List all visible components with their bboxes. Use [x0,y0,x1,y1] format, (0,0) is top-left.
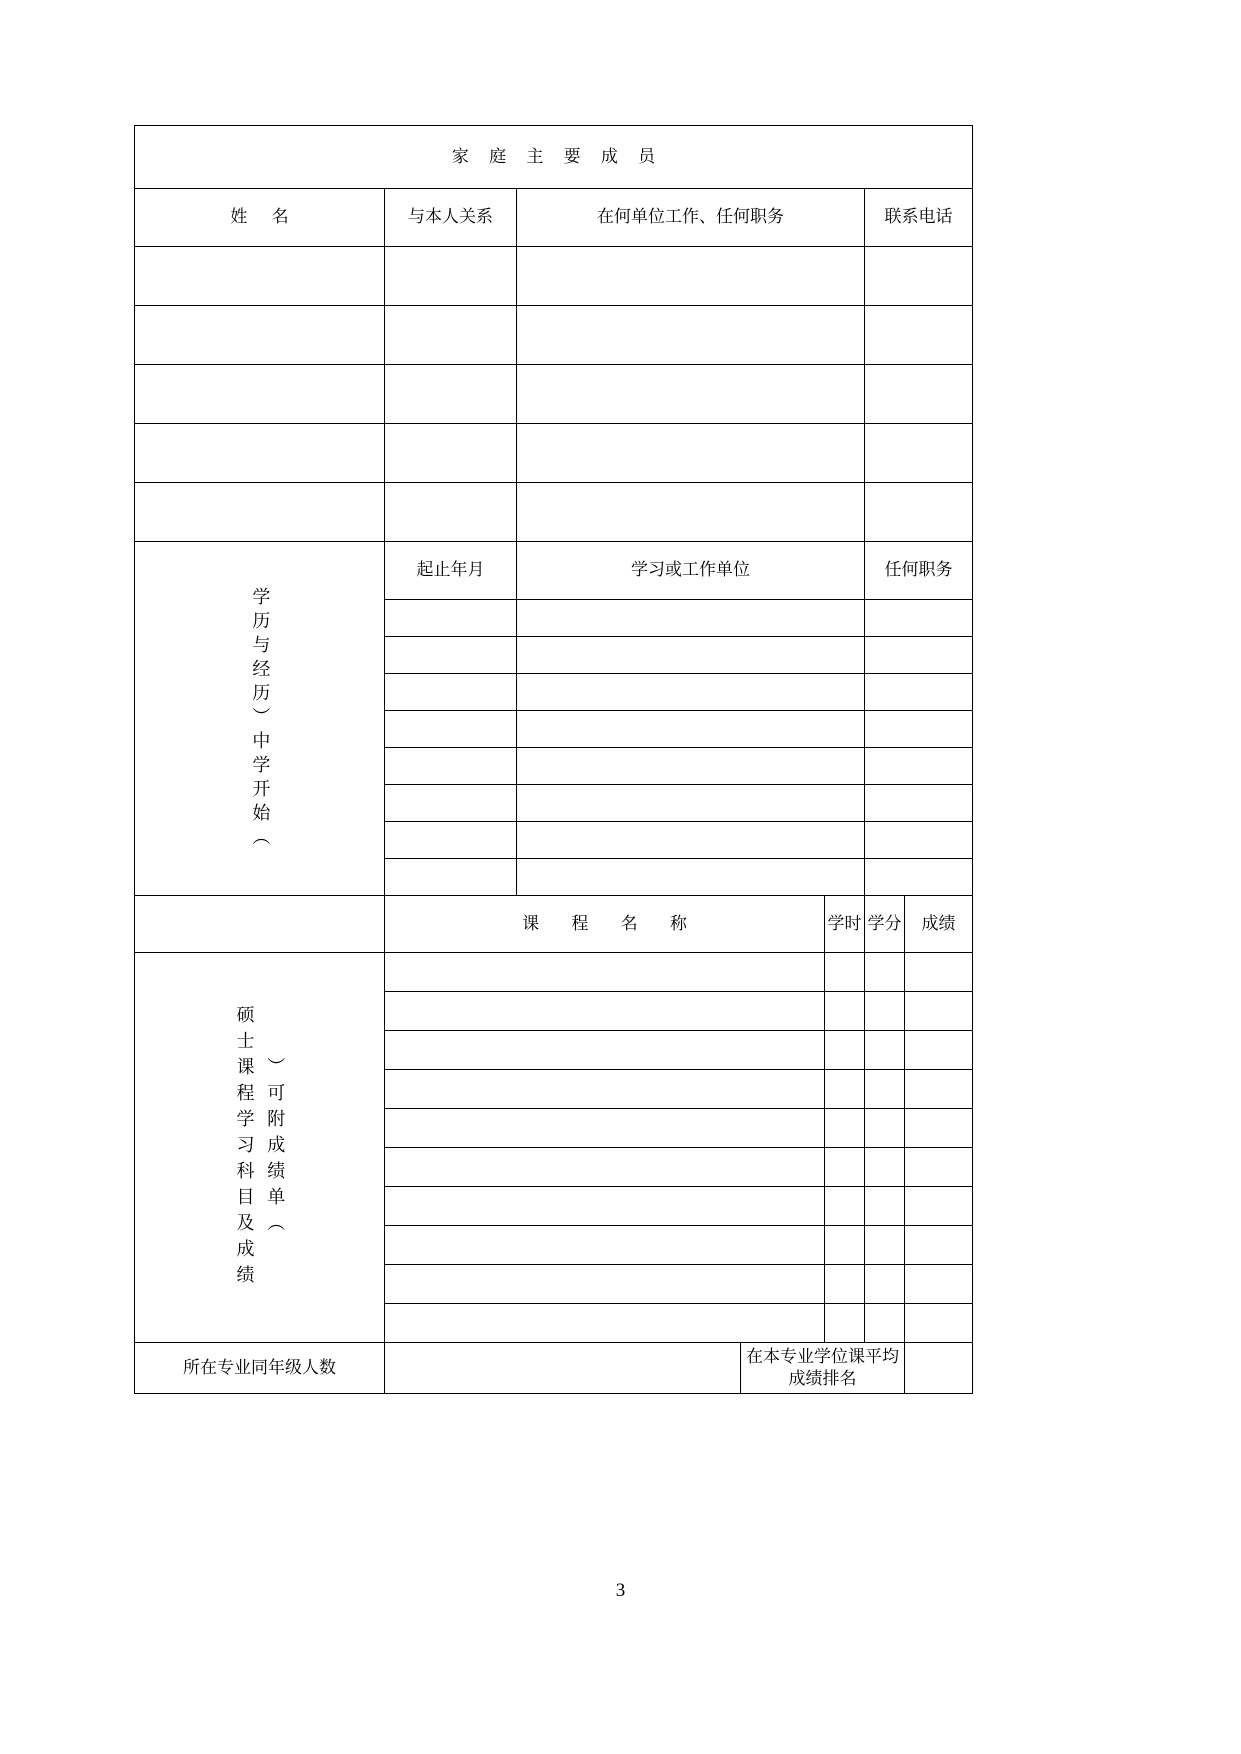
education-cell-dates[interactable] [385,785,517,822]
education-cell-unit[interactable] [517,822,865,859]
course-cell-name[interactable] [385,1304,825,1343]
courses-header-hours: 学时 [825,896,865,953]
table-row [135,306,973,365]
course-cell-credits[interactable] [865,992,905,1031]
family-cell-work[interactable] [517,247,865,306]
education-header-dates: 起止年月 [385,542,517,600]
family-cell-work[interactable] [517,306,865,365]
family-cell-phone[interactable] [865,365,973,424]
course-cell-hours[interactable] [825,1187,865,1226]
courses-side-label [135,953,385,1343]
education-cell-dates[interactable] [385,674,517,711]
courses-header-row [135,896,973,953]
family-cell-work[interactable] [517,365,865,424]
table-row [135,483,973,542]
education-side-label-text: 学历与经历）中学开始（ [250,586,271,851]
education-cell-dates[interactable] [385,859,517,896]
courses-header-credits: 学分 [865,896,905,953]
course-cell-name[interactable] [385,1148,825,1187]
education-header-position: 任何职务 [865,542,973,600]
course-cell-grade[interactable] [905,1304,973,1343]
courses-header-name: 课 程 名 称 [385,896,825,953]
resume-form-table [134,125,973,1394]
course-cell-hours[interactable] [825,992,865,1031]
family-cell-name[interactable] [135,365,385,424]
course-cell-credits[interactable] [865,1265,905,1304]
footer-label-cohort-size: 所在专业同年级人数 [135,1343,385,1394]
course-cell-hours[interactable] [825,1070,865,1109]
courses-header-blank [135,896,385,953]
family-header-row [135,189,973,247]
course-cell-name[interactable] [385,992,825,1031]
course-cell-grade[interactable] [905,1187,973,1226]
family-cell-name[interactable] [135,483,385,542]
course-cell-hours[interactable] [825,1304,865,1343]
family-cell-relation[interactable] [385,306,517,365]
course-cell-grade[interactable] [905,1031,973,1070]
family-cell-name[interactable] [135,306,385,365]
family-cell-name[interactable] [135,424,385,483]
education-cell-dates[interactable] [385,822,517,859]
course-cell-credits[interactable] [865,1187,905,1226]
family-header-phone: 联系电话 [865,189,973,247]
course-cell-name[interactable] [385,1031,825,1070]
course-cell-grade[interactable] [905,1070,973,1109]
family-cell-work[interactable] [517,483,865,542]
family-cell-relation[interactable] [385,483,517,542]
footer-value-cohort-size[interactable] [385,1343,741,1394]
education-cell-dates[interactable] [385,600,517,637]
family-cell-phone[interactable] [865,424,973,483]
course-cell-hours[interactable] [825,1226,865,1265]
course-cell-hours[interactable] [825,953,865,992]
courses-side-label-col1: 硕士课程学习科目及成绩 [234,1004,255,1291]
education-header-unit: 学习或工作单位 [517,542,865,600]
family-cell-phone[interactable] [865,247,973,306]
course-cell-hours[interactable] [825,1031,865,1070]
education-cell-unit[interactable] [517,748,865,785]
course-cell-name[interactable] [385,1226,825,1265]
page-title: 家 庭 主 要 成 员 [135,126,973,189]
education-side-label [135,542,385,896]
course-cell-credits[interactable] [865,1226,905,1265]
course-cell-grade[interactable] [905,1265,973,1304]
table-row [135,247,973,306]
education-header-row [135,542,973,600]
education-cell-position[interactable] [865,785,973,822]
course-cell-name[interactable] [385,1070,825,1109]
form-container [134,125,972,1394]
course-cell-credits[interactable] [865,1304,905,1343]
course-cell-name[interactable] [385,1187,825,1226]
table-row [135,424,973,483]
course-cell-hours[interactable] [825,1148,865,1187]
course-cell-grade[interactable] [905,1226,973,1265]
course-cell-name[interactable] [385,953,825,992]
education-cell-unit[interactable] [517,859,865,896]
education-cell-position[interactable] [865,600,973,637]
family-cell-relation[interactable] [385,424,517,483]
education-cell-dates[interactable] [385,637,517,674]
course-cell-grade[interactable] [905,1109,973,1148]
course-cell-credits[interactable] [865,953,905,992]
course-cell-grade[interactable] [905,992,973,1031]
page-number: 3 [615,1580,626,1601]
courses-side-label-col2: ）可附成绩单（ [265,1056,286,1239]
education-cell-position[interactable] [865,822,973,859]
family-cell-phone[interactable] [865,483,973,542]
family-header-name: 姓 名 [135,189,385,247]
education-cell-position[interactable] [865,859,973,896]
course-cell-grade[interactable] [905,1148,973,1187]
course-cell-hours[interactable] [825,1109,865,1148]
family-cell-work[interactable] [517,424,865,483]
education-cell-position[interactable] [865,711,973,748]
course-cell-credits[interactable] [865,1148,905,1187]
courses-header-grade: 成绩 [905,896,973,953]
footer-row [135,1343,973,1394]
course-cell-credits[interactable] [865,1109,905,1148]
course-cell-credits[interactable] [865,1070,905,1109]
footer-label-rank: 在本专业学位课平均成绩排名 [741,1343,905,1394]
education-cell-position[interactable] [865,748,973,785]
course-cell-credits[interactable] [865,1031,905,1070]
course-cell-hours[interactable] [825,1265,865,1304]
course-cell-name[interactable] [385,1265,825,1304]
education-cell-dates[interactable] [385,711,517,748]
form-title-row [135,126,973,189]
family-cell-relation[interactable] [385,365,517,424]
education-cell-position[interactable] [865,637,973,674]
table-row [135,953,973,992]
education-cell-unit[interactable] [517,711,865,748]
education-cell-unit[interactable] [517,674,865,711]
family-cell-phone[interactable] [865,306,973,365]
family-cell-name[interactable] [135,247,385,306]
footer-value-rank[interactable] [905,1343,973,1394]
table-row [135,365,973,424]
family-cell-relation[interactable] [385,247,517,306]
course-cell-name[interactable] [385,1109,825,1148]
education-cell-unit[interactable] [517,785,865,822]
family-header-work: 在何单位工作、任何职务 [517,189,865,247]
education-cell-unit[interactable] [517,600,865,637]
education-cell-unit[interactable] [517,637,865,674]
education-cell-dates[interactable] [385,748,517,785]
education-cell-position[interactable] [865,674,973,711]
course-cell-grade[interactable] [905,953,973,992]
family-header-relation: 与本人关系 [385,189,517,247]
